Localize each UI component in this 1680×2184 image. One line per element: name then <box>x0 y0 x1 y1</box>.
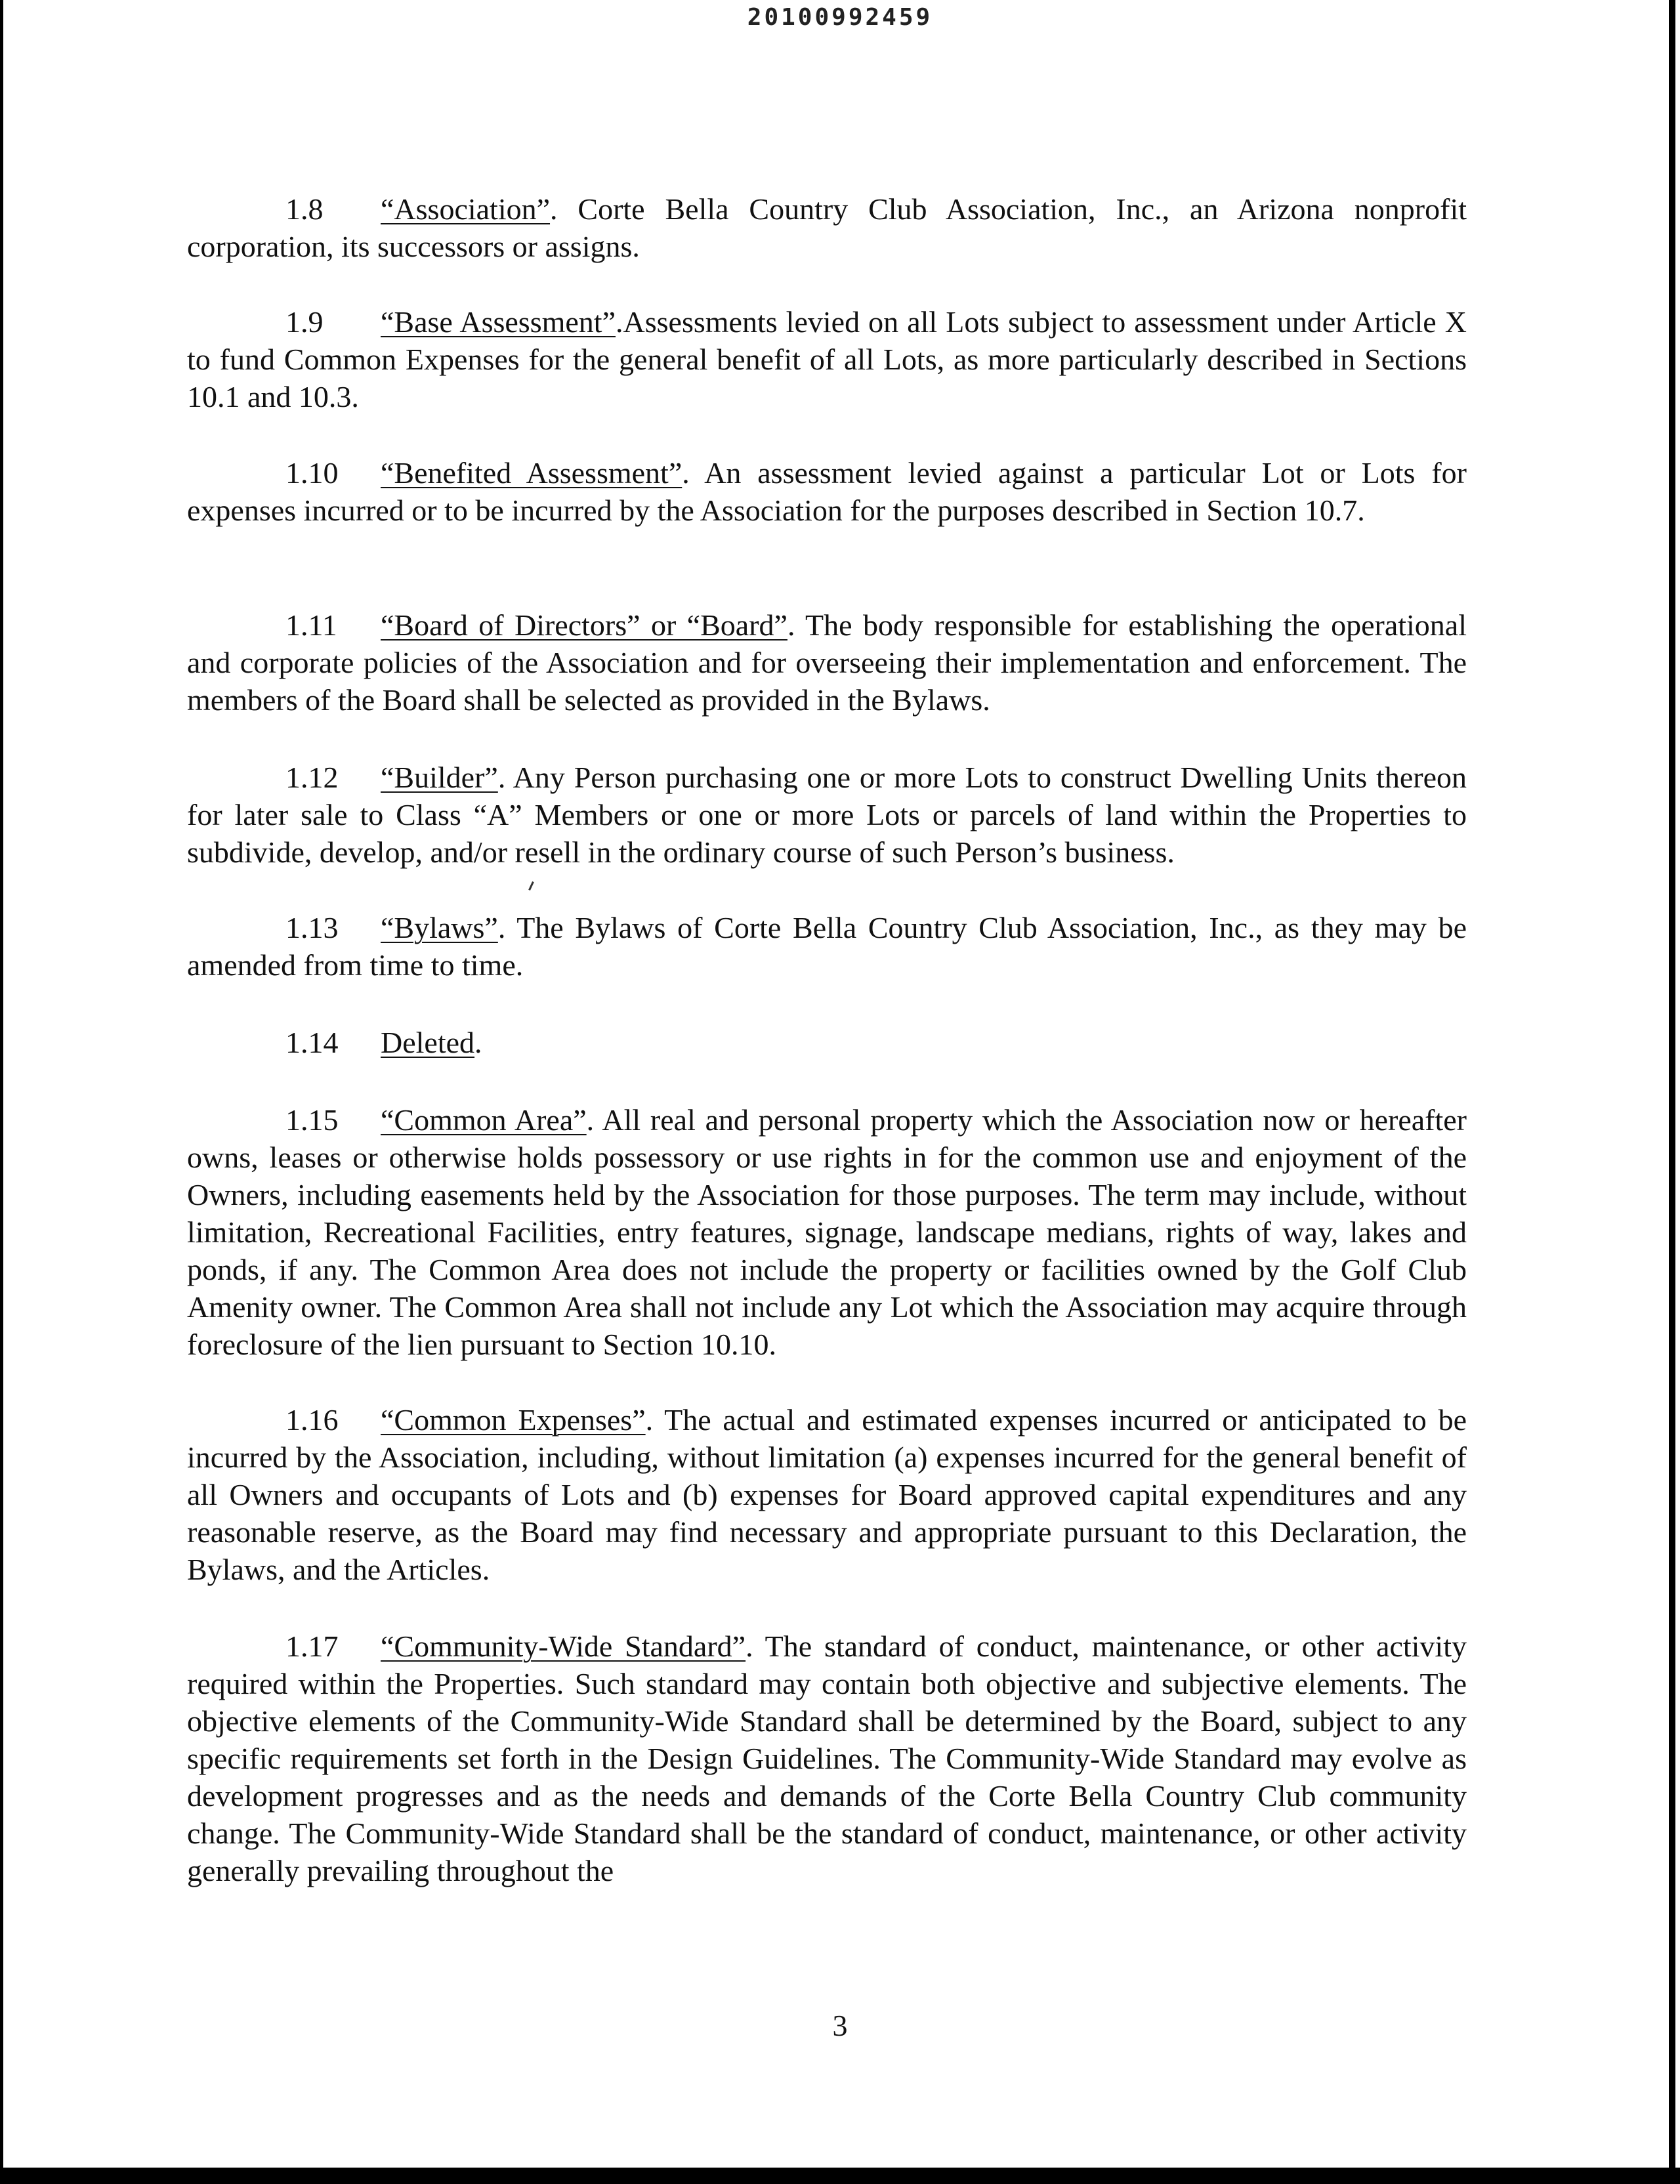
section-number: 1.13 <box>285 911 339 944</box>
definition-paragraph <box>187 1024 482 1061</box>
definition-paragraph <box>187 606 1467 719</box>
section-number: 1.8 <box>285 192 324 226</box>
section-number: 1.17 <box>285 1629 339 1663</box>
defined-term: “Bylaws” <box>381 911 498 944</box>
definition-paragraph <box>187 909 1467 984</box>
section-number: 1.14 <box>285 1026 339 1059</box>
defined-term: “Common Area” <box>381 1103 587 1137</box>
definition-paragraph <box>187 1628 1467 1889</box>
definition-text: .Assessments levied on all Lots subject to assessment under Article X to fund Common Expenses for the general benefit of all Lots, as more particularly described in Sections 10.1 and 10.3. <box>187 305 1467 413</box>
section-number: 1.9 <box>285 305 324 339</box>
defined-term: Deleted <box>381 1026 475 1059</box>
definition-paragraph <box>187 303 1467 415</box>
scan-border-right <box>1669 0 1675 2184</box>
recording-number: 20100992459 <box>747 4 933 31</box>
section-number: 1.11 <box>285 608 337 642</box>
definition-paragraph <box>187 759 1467 871</box>
definition-paragraph <box>187 454 1467 529</box>
definition-text: . An assessment levied against a particular Lot or Lots for expenses incurred or to be incurred by the Association for the purposes described in Section 10.7. <box>187 456 1467 527</box>
section-number: 1.10 <box>285 456 339 490</box>
definition-text: . <box>474 1026 482 1059</box>
defined-term: “Benefited Assessment” <box>381 456 682 490</box>
defined-term: “Community-Wide Standard” <box>381 1629 746 1663</box>
defined-term: “Association” <box>381 192 551 226</box>
definition-text: . Any Person purchasing one or more Lots to construct Dwelling Units thereon for later sale to Class “A” Members or one or more Lots or parcels of land within the Properties to subdivide, develop, and/or resell in the ordinary course of such Person’s business. <box>187 761 1467 869</box>
scan-artifact-mark <box>528 881 534 891</box>
scan-border-left <box>0 0 3 2184</box>
definition-text: . The standard of conduct, maintenance, or other activity required within the Properties. Such standard may contain both objective and subjective elements. The objective elements of the Community-Wide Standard shall be determined by the Board, subject to any specific requirements set forth in the Design Guidelines. The Community-Wide Standard may evolve as development progresses and as the needs and demands of the Corte Bella Country Club community change. The Community-Wide Standard shall be the standard of conduct, maintenance, or other activity generally prevailing throughout the <box>187 1629 1467 1887</box>
definition-text: . The Bylaws of Corte Bella Country Club Association, Inc., as they may be amended from time to time. <box>187 911 1467 982</box>
definition-paragraph <box>187 190 1467 265</box>
section-number: 1.15 <box>285 1103 339 1137</box>
defined-term: “Common Expenses” <box>381 1403 646 1437</box>
definition-text: . The body responsible for establishing the operational and corporate policies of the Association and for overseeing their implementation and enforcement. The members of the Board shall be selected as provided in the Bylaws. <box>187 608 1467 717</box>
page-number: 3 <box>832 2009 848 2042</box>
scan-border-bottom <box>0 2168 1680 2184</box>
definition-text: . Corte Bella Country Club Association, Inc., an Arizona nonprofit corporation, its successors or assigns. <box>187 192 1467 263</box>
section-number: 1.16 <box>285 1403 339 1437</box>
definition-paragraph <box>187 1101 1467 1363</box>
definition-paragraph <box>187 1401 1467 1588</box>
definition-text: . The actual and estimated expenses incurred or anticipated to be incurred by the Association, including, without limitation (a) expenses incurred for the general benefit of all Owners and occupants of Lots and (b) expenses for Board approved capital expenditures and any reasonable reserve, as the Board may find necessary and appropriate pursuant to this Declaration, the Bylaws, and the Articles. <box>187 1403 1467 1586</box>
section-number: 1.12 <box>285 761 339 794</box>
defined-term: “Base Assessment” <box>381 305 616 339</box>
defined-term: “Board of Directors” or “Board” <box>381 608 788 642</box>
definition-text: . All real and personal property which the Association now or hereafter owns, leases or otherwise holds possessory or use rights in for the common use and enjoyment of the Owners, including easements held by the Association for those purposes. The term may include, without limitation, Recreational Facilities, entry features, signage, landscape medians, rights of way, lakes and ponds, if any. The Common Area does not include the property or facilities owned by the Golf Club Amenity owner. The Common Area shall not include any Lot which the Association may acquire through foreclosure of the lien pursuant to Section 10.10. <box>187 1103 1467 1361</box>
defined-term: “Builder” <box>381 761 498 794</box>
